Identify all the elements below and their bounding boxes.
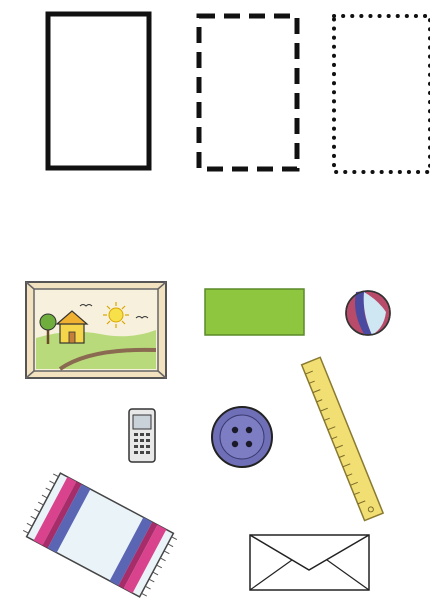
framed-picture [26, 282, 166, 378]
solid-outline-rectangle [48, 14, 149, 168]
dashed-outline-rectangle [199, 16, 297, 169]
striped-rug [21, 470, 178, 599]
button [212, 407, 272, 467]
envelope [250, 535, 369, 590]
dotted-outline-rectangle [334, 16, 430, 172]
green-rectangle [205, 289, 304, 335]
mobile-phone [129, 409, 155, 462]
ruler [302, 357, 383, 520]
ball [346, 291, 390, 335]
